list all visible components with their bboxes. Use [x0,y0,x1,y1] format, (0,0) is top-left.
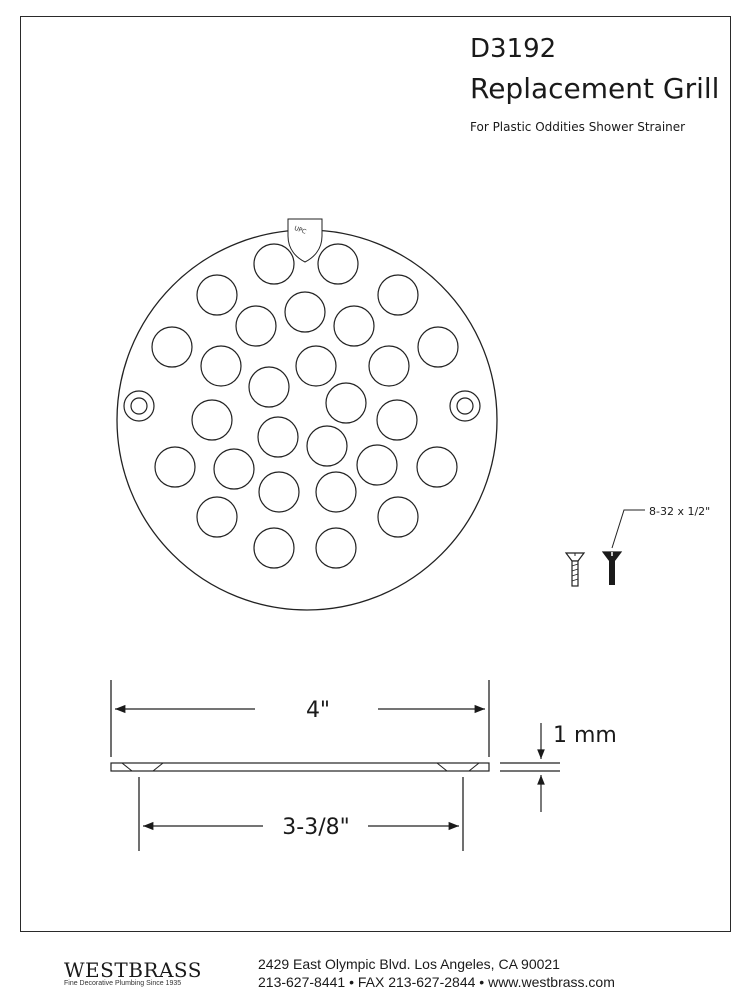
thickness-dimension [500,723,617,812]
drain-hole [307,426,347,466]
part-description: For Plastic Oddities Shower Strainer [470,120,686,134]
screw-spec-label: 8-32 x 1/2" [649,505,711,518]
company-contact: 213-627-8441 • FAX 213-627-2844 • www.westbrass.com [258,974,615,990]
drain-hole [254,528,294,568]
drain-hole [417,447,457,487]
inner-diameter-dimension [139,777,463,851]
drain-hole [318,244,358,284]
drain-hole [258,417,298,457]
brand-tagline: Fine Decorative Plumbing Since 1935 [64,980,182,987]
drain-holes [152,244,458,568]
screw-leader-line [612,510,645,548]
drain-hole [326,383,366,423]
part-number: D3192 [470,34,557,64]
drain-hole [334,306,374,346]
screw-icon [566,553,584,586]
drain-hole [377,400,417,440]
grill-top-view [117,219,497,610]
outer-diameter-label: 4" [305,698,331,723]
drain-hole [316,472,356,512]
drain-hole [418,327,458,367]
drain-hole [254,244,294,284]
drain-hole [378,497,418,537]
drain-hole [249,367,289,407]
grill-outer-edge [117,230,497,610]
drain-hole [155,447,195,487]
upc-badge-icon [288,219,322,262]
drain-hole [192,400,232,440]
screw-icon [603,552,621,585]
drain-hole [236,306,276,346]
outer-diameter-dimension [111,680,489,757]
drain-hole [152,327,192,367]
drain-hole [378,275,418,315]
drain-hole [357,445,397,485]
drain-hole [197,275,237,315]
thickness-label: 1 mm [553,723,617,748]
upc-badge-label: UPC [293,224,308,236]
drain-hole [296,346,336,386]
screw-hole-left [124,391,154,421]
part-name: Replacement Grill [470,72,720,105]
drain-hole [201,346,241,386]
drain-hole [214,449,254,489]
drain-hole [197,497,237,537]
company-address: 2429 East Olympic Blvd. Los Angeles, CA 90021 [258,956,560,972]
drain-hole [285,292,325,332]
drain-hole [316,528,356,568]
brand-logo: WESTBRASS [64,958,202,982]
drain-hole [259,472,299,512]
inner-diameter-label: 3-3/8" [282,815,350,840]
screw-hole-right [450,391,480,421]
drain-hole [369,346,409,386]
grill-side-profile [111,763,489,771]
